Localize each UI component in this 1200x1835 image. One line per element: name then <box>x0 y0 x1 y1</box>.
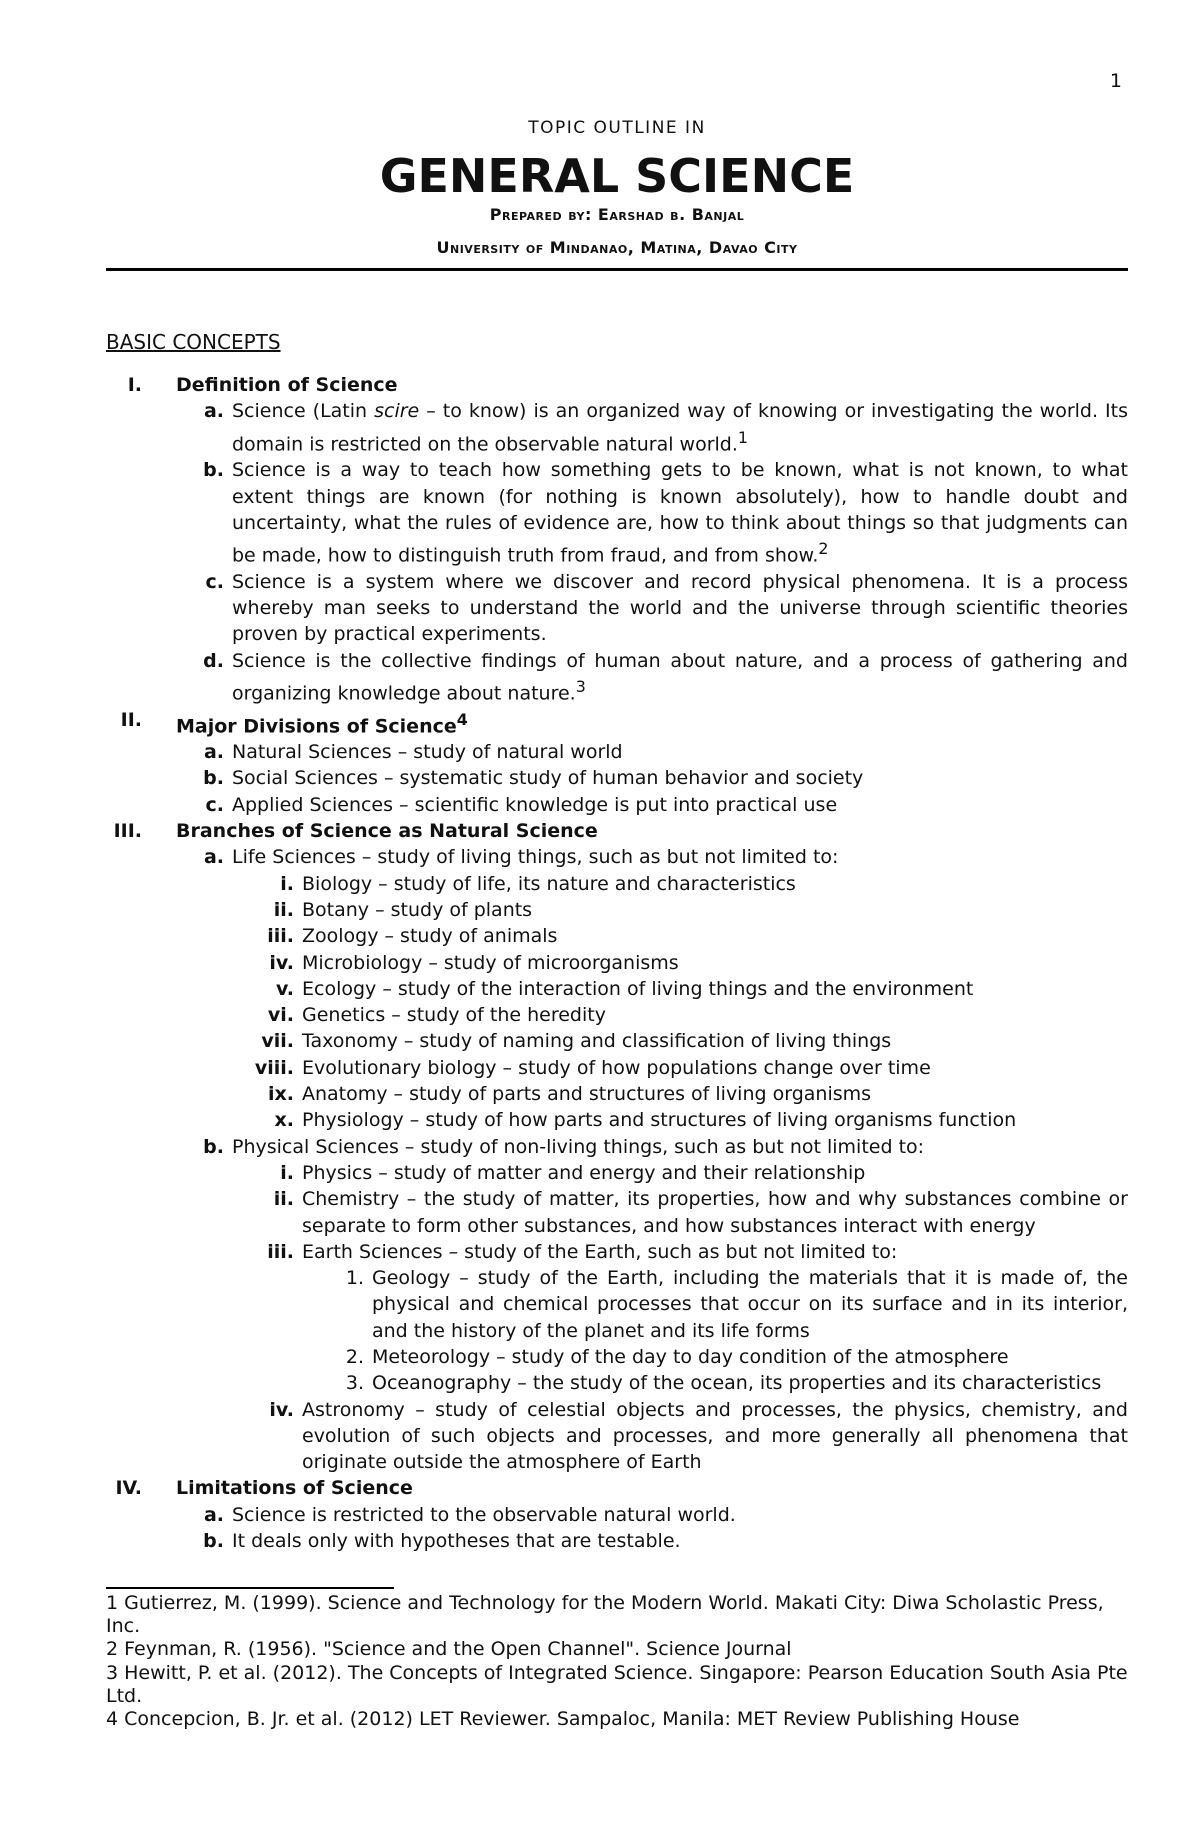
footnote-ref: 3 <box>575 676 586 696</box>
list-item <box>106 976 1128 1002</box>
section-title: BASIC CONCEPTS <box>106 330 281 354</box>
list-item <box>106 765 1128 791</box>
item-text: Geology – study of the Earth, including the materials that it is made of, the physical and chemical processes that occur on its surface and in its interior, and the history of the planet and its life forms <box>372 1267 1128 1342</box>
text-part: Science (Latin <box>232 400 375 423</box>
item-label: i. <box>280 872 294 895</box>
outline-section-4 <box>106 1475 1128 1501</box>
item-text: Zoology – study of animals <box>302 925 558 948</box>
list-item <box>106 1081 1128 1107</box>
item-text: Astronomy – study of celestial objects and processes, the physics, chemistry, and evolution of such objects and processes, and more generally all phenomena that originate outside the atmosphere of Earth <box>302 1398 1128 1474</box>
item-text: Science is a system where we discover and record physical phenomena. It is a process whereby man seeks to understand the world and the universe through scientific theories proven by practical experiments. <box>232 570 1128 646</box>
item-label: vii. <box>261 1030 294 1053</box>
list-item <box>106 1528 1128 1554</box>
item-label: a. <box>203 400 224 423</box>
list-item <box>106 1239 1128 1265</box>
list-item <box>106 1344 1128 1370</box>
list-item <box>106 398 1128 457</box>
item-text: Genetics – study of the heredity <box>302 1004 606 1027</box>
section-heading <box>176 707 1128 740</box>
prepared-by: Prepared by: Earshad b. Banjal <box>489 204 745 224</box>
page-number: 1 <box>1109 70 1122 92</box>
university: University of Mindanao, Matina, Davao City <box>436 237 798 257</box>
item-text <box>232 648 1128 707</box>
list-item <box>106 1107 1128 1133</box>
item-label: x. <box>274 1109 294 1132</box>
item-text: Evolutionary biology – study of how populations change over time <box>302 1056 931 1079</box>
list-item <box>106 1370 1128 1396</box>
item-label: b. <box>203 1135 224 1158</box>
item-text: Physiology – study of how parts and structures of living organisms function <box>302 1109 1017 1132</box>
item-text: Oceanography – the study of the ocean, its properties and its characteristics <box>372 1372 1102 1395</box>
list-item <box>106 1055 1128 1081</box>
item-text: Anatomy – study of parts and structures of living organisms <box>302 1083 872 1106</box>
item-text: Microbiology – study of microorganisms <box>302 951 679 974</box>
footnote-ref: 2 <box>818 539 829 559</box>
list-item <box>106 457 1128 569</box>
item-label: b. <box>203 767 224 790</box>
item-label: ix. <box>268 1083 294 1106</box>
item-text: Life Sciences – study of living things, such as but not limited to: <box>232 846 839 869</box>
item-label: c. <box>205 793 224 816</box>
list-item <box>106 648 1128 707</box>
outline-section-1 <box>106 372 1128 398</box>
item-label: v. <box>275 977 294 1000</box>
item-text <box>232 457 1128 569</box>
list-item <box>106 569 1128 648</box>
pre-title: TOPIC OUTLINE IN <box>528 118 706 138</box>
item-label: iv. <box>269 951 294 974</box>
list-item <box>106 897 1128 923</box>
item-text: Biology – study of life, its nature and characteristics <box>302 872 796 895</box>
section-number: I. <box>127 374 142 396</box>
item-label: a. <box>203 846 224 869</box>
item-text: Ecology – study of the interaction of living things and the environment <box>302 977 974 1000</box>
list-item <box>106 1265 1128 1344</box>
item-label: iv. <box>269 1398 294 1421</box>
item-text <box>232 398 1128 457</box>
footnote-ref: 4 <box>456 709 468 729</box>
item-text: Natural Sciences – study of natural world <box>232 741 623 764</box>
item-label: a. <box>203 1503 224 1526</box>
footnotes <box>106 1592 1128 1731</box>
item-label: d. <box>203 649 224 672</box>
latin-term: scire <box>374 400 420 423</box>
item-label: iii. <box>267 925 294 948</box>
item-label: a. <box>203 741 224 764</box>
item-label: 2. <box>345 1346 364 1368</box>
item-text: Social Sciences – systematic study of human behavior and society <box>232 767 864 790</box>
item-text: Science is restricted to the observable natural world. <box>232 1503 736 1526</box>
item-label: i. <box>280 1161 294 1184</box>
header-divider <box>106 268 1128 271</box>
footnote-divider <box>106 1587 394 1589</box>
item-text: Botany – study of plants <box>302 898 533 921</box>
item-label: c. <box>205 570 224 593</box>
list-item <box>106 1502 1128 1528</box>
text-part: Science is the collective findings of human about nature, and a process of gathering and organizing knowledge about nature. <box>232 649 1128 705</box>
item-text: Applied Sciences – scientific knowledge is put into practical use <box>232 793 838 816</box>
item-text: Chemistry – the study of matter, its properties, how and why substances combine or separate to form other substances, and how substances interact with energy <box>302 1188 1128 1237</box>
item-text: Taxonomy – study of naming and classification of living things <box>302 1030 892 1053</box>
list-item <box>106 923 1128 949</box>
topic-outline <box>106 372 1128 1554</box>
list-item <box>106 1186 1128 1239</box>
footnote: 1 Gutierrez, M. (1999). Science and Technology for the Modern World. Makati City: Diwa Scholastic Press, Inc. <box>106 1592 1104 1638</box>
list-item <box>106 871 1128 897</box>
list-item <box>106 950 1128 976</box>
item-label: ii. <box>273 1188 294 1211</box>
item-text: It deals only with hypotheses that are testable. <box>232 1530 681 1553</box>
section-number: III. <box>113 820 142 843</box>
item-label: ii. <box>273 898 294 921</box>
footnote: 2 Feynman, R. (1956). "Science and the Open Channel". Science Journal <box>106 1638 792 1661</box>
item-text: Physical Sciences – study of non-living things, such as but not limited to: <box>232 1135 925 1158</box>
item-label: vi. <box>267 1004 294 1027</box>
item-label: b. <box>203 459 224 482</box>
section-number: IV. <box>115 1477 142 1500</box>
list-item <box>106 844 1128 870</box>
item-label: iii. <box>267 1240 294 1263</box>
item-text: Earth Sciences – study of the Earth, such as but not limited to: <box>302 1240 898 1263</box>
outline-section-2 <box>106 707 1128 740</box>
item-label: 3. <box>345 1372 364 1395</box>
section-heading: Limitations of Science <box>176 1477 413 1500</box>
list-item <box>106 1160 1128 1186</box>
item-label: 1. <box>345 1267 364 1290</box>
section-heading: Branches of Science as Natural Science <box>176 820 598 843</box>
item-text: Meteorology – study of the day to day condition of the atmosphere <box>372 1346 1009 1368</box>
item-text: Physics – study of matter and energy and their relationship <box>302 1161 866 1184</box>
item-label: viii. <box>254 1056 294 1079</box>
outline-section-3 <box>106 818 1128 844</box>
section-number: II. <box>120 708 142 731</box>
list-item <box>106 1397 1128 1476</box>
document-title: GENERAL SCIENCE <box>379 149 855 203</box>
footnote-ref: 1 <box>737 427 748 447</box>
document-header <box>106 118 1128 257</box>
list-item <box>106 1134 1128 1160</box>
footnote: 4 Concepcion, B. Jr. et al. (2012) LET Reviewer. Sampaloc, Manila: MET Review Publishing House <box>106 1708 1020 1731</box>
list-item <box>106 1002 1128 1028</box>
text-part: Science is a way to teach how something gets to be known, what is not known, to what extent things are known (for nothing is known absolutely), how to handle doubt and uncertainty, what the rules of evidence are, how to think about things so that judgments can be made, how to distinguish truth from fraud, and from show. <box>232 459 1128 567</box>
list-item <box>106 792 1128 818</box>
text-part: – to know) is an organized way of knowing or investigating the world. Its domain is restricted on the observable natural world. <box>232 400 1128 455</box>
item-label: b. <box>203 1530 224 1553</box>
list-item <box>106 1028 1128 1054</box>
footnote: 3 Hewitt, P. et al. (2012). The Concepts of Integrated Science. Singapore: Pearson Education South Asia Pte Ltd. <box>106 1661 1128 1707</box>
section-heading: Definition of Science <box>176 374 398 396</box>
list-item <box>106 739 1128 765</box>
heading-text: Major Divisions of Science <box>176 714 457 737</box>
